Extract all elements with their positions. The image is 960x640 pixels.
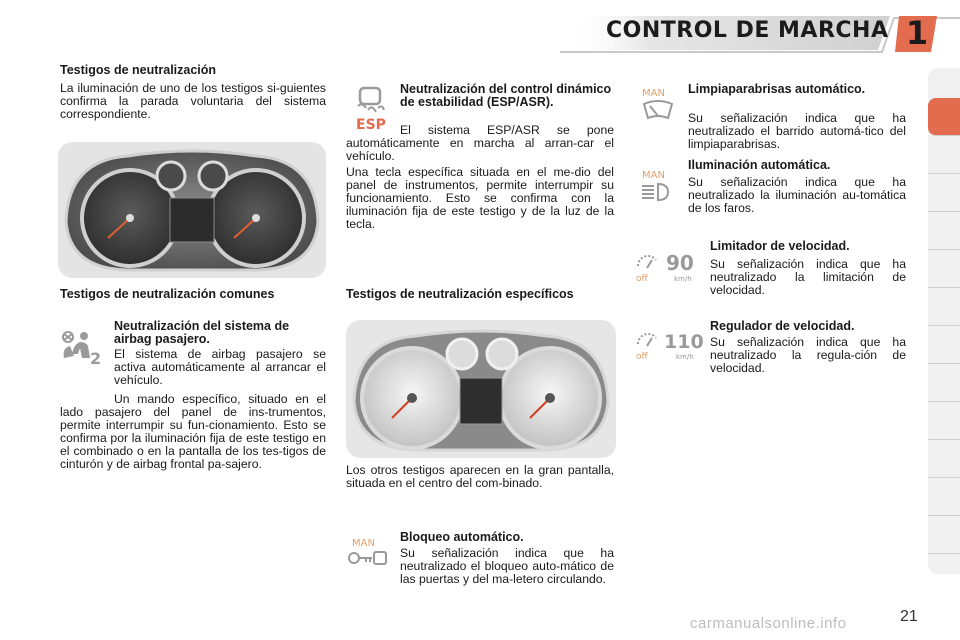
esp-paragraph-2: Una tecla específica situada en el me-dio del panel de instrumentos, permite interrumpir su funcionamiento. Esto se confirma con la iluminación fija de este testigo y de la luz de la tecla.	[346, 165, 614, 232]
svg-text:km/h: km/h	[676, 353, 694, 361]
chapter-tab[interactable]	[928, 402, 960, 440]
watermark: carmanualsonline.info	[690, 615, 847, 632]
chapter-tab[interactable]	[928, 364, 960, 402]
chapter-tab[interactable]	[928, 250, 960, 288]
airbag-paragraph-1: El sistema de airbag pasajero se activa automáticamente al arrancar el vehículo.	[114, 347, 326, 388]
lock-title: Bloqueo automático.	[400, 530, 524, 544]
lighting-paragraph: Su señalización indica que ha neutralizado la iluminación au-tomática de los faros.	[688, 175, 906, 216]
speed-limiter-off-icon	[634, 248, 700, 284]
esp-paragraph-1: El sistema ESP/ASR se pone automáticamente en marcha al arran-car el vehículo.	[346, 123, 614, 164]
instrument-cluster-photo	[346, 320, 616, 458]
svg-text:2: 2	[90, 349, 102, 366]
instrument-cluster-photo	[58, 142, 326, 278]
limiter-paragraph: Su señalización indica que ha neutralizado la limitación de velocidad.	[710, 257, 906, 298]
svg-text:MAN: MAN	[642, 88, 665, 99]
chapter-tab[interactable]	[928, 478, 960, 516]
cruise-paragraph: Su señalización indica que ha neutralizado la regula-ción de velocidad.	[710, 335, 906, 376]
man-label: MAN	[352, 538, 375, 549]
chapter-tab[interactable]	[928, 136, 960, 174]
lighting-title: Iluminación automática.	[688, 158, 831, 172]
esp-label: ESP	[356, 117, 386, 132]
wiper-paragraph: Su señalización indica que ha neutralizado el barrido automá-tico del limpiaparabrisas.	[688, 111, 906, 152]
wiper-title: Limpiaparabrisas automático.	[688, 82, 866, 96]
svg-text:off: off	[636, 274, 648, 284]
cruise-title: Regulador de velocidad.	[710, 319, 855, 333]
airbag-title: Neutralización del sistema de airbag pasajero.	[114, 319, 290, 346]
auto-lock-off-icon	[346, 534, 390, 570]
esp-title: Neutralización del control dinámico de estabilidad (ESP/ASR).	[400, 82, 612, 109]
limiter-title: Limitador de velocidad.	[710, 239, 850, 253]
chapter-tab[interactable]	[928, 516, 960, 554]
chapter-tab[interactable]	[928, 174, 960, 212]
chapter-tab[interactable]	[928, 440, 960, 478]
svg-text:km/h: km/h	[674, 275, 692, 283]
lock-paragraph: Su señalización indica que ha neutralizado el bloqueo auto-mático de las puertas y del ma-letero circulando.	[400, 546, 614, 587]
chapter-number: 1	[905, 14, 929, 52]
chapter-tabs	[928, 68, 960, 578]
chapter-tab[interactable]	[928, 288, 960, 326]
chapter-tab[interactable]	[928, 326, 960, 364]
section-heading: Testigos de neutralización	[60, 63, 217, 77]
page-number: 21	[900, 608, 918, 625]
svg-text:MAN: MAN	[642, 170, 665, 181]
airbag-passenger-off-icon	[60, 330, 104, 366]
auto-lighting-off-icon	[638, 168, 678, 206]
airbag-paragraph-2: Un mando específico, situado en el lado pasajero del panel de ins-trumentos, permite interrumpir su fun-cionamiento. Esto se confirma por la iluminación fija de este testigo en el combinado o en la pantalla de los tes-tigos de cinturón y de airbag frontal pa-sajero.	[60, 392, 326, 472]
svg-text:off: off	[636, 352, 648, 362]
auto-wiper-off-icon	[638, 86, 678, 124]
section-heading: Testigos de neutralización específicos	[346, 287, 574, 301]
section-heading: Testigos de neutralización comunes	[60, 287, 275, 301]
limit-speed-value: 90	[666, 251, 694, 275]
screen-paragraph: Los otros testigos aparecen en la gran pantalla, situada en el centro del com-binado.	[346, 463, 614, 491]
cruise-control-off-icon	[634, 326, 704, 362]
paragraph: La iluminación de uno de los testigos si-guientes confirma la parada voluntaria del sistema correspondiente.	[60, 81, 326, 122]
chapter-tab[interactable]	[928, 212, 960, 250]
cruise-speed-value: 110	[664, 331, 704, 353]
page-title: CONTROL DE MARCHA	[606, 18, 889, 43]
chapter-tab-active[interactable]	[928, 98, 960, 136]
